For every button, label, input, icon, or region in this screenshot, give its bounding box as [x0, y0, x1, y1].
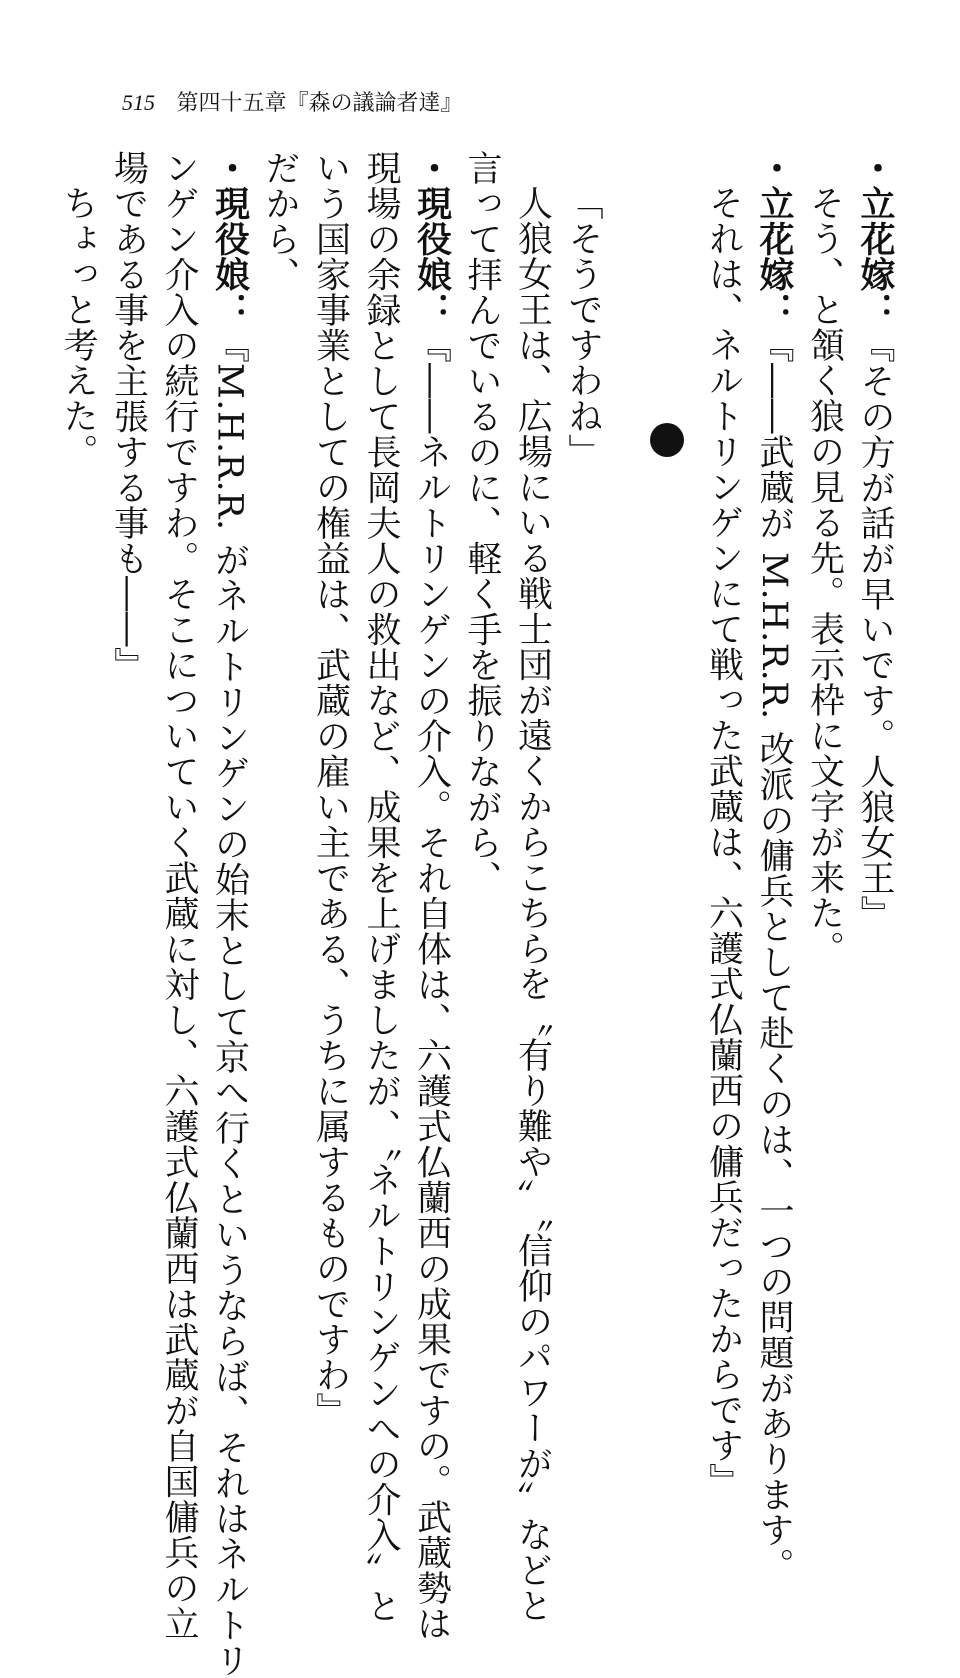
line-text: 『――ネルトリンゲンの介入。それ自体は、六護式仏蘭西の成果ですの。武蔵勢は [412, 328, 452, 1642]
text-line [103, 150, 154, 1330]
running-header [122, 86, 463, 117]
text-line [698, 150, 749, 1330]
text-line [356, 150, 407, 1330]
line-text: ンゲン介入の続行ですわ。そこについていく武蔵に対し、六護式仏蘭西は武蔵が自国傭兵の立 [159, 150, 199, 1641]
text-line [457, 150, 508, 1330]
line-text: 「そうですわね」 [563, 185, 603, 469]
chapter-title: 第四十五章『森の議論者達』 [177, 90, 463, 115]
line-text: だから、 [260, 150, 300, 292]
line-text: 現場の余録として長岡夫人の救出など、成果を上げましたが、〝ネルトリンゲンへの介入〟と [361, 150, 401, 1624]
scene-break-dot [650, 423, 684, 457]
speaker-label: ・立花嫁： [754, 150, 794, 328]
text-line [154, 150, 205, 1330]
line-text: それは、ネルトリンゲンにて戦った武蔵は、六護式仏蘭西の傭兵だったからです』 [704, 185, 744, 1499]
line-text: ちょっと考えた。 [58, 185, 98, 469]
page-number: 515 [122, 90, 155, 115]
text-line [305, 150, 356, 1330]
line-text: 言って拝んでいるのに、軽く手を振りながら、 [462, 150, 502, 896]
line-text: 場である事を主張する事も――』 [109, 150, 149, 683]
scene-break [608, 150, 698, 1330]
text-line [558, 150, 609, 1330]
line-text: 『――武蔵が M.H.R.R. 改派の傭兵として赴くのは、一つの問題があります。 [754, 328, 794, 1584]
line-text: 『その方が話が早いです。人狼女王』 [855, 328, 895, 932]
line-text: 人狼女王は、広場にいる戦士団が遠くからこちらを〝有り難や〟〝信仰のパワーが〟などと [513, 185, 553, 1623]
text-line [799, 150, 850, 1330]
speaker-label: ・現役娘： [412, 150, 452, 328]
line-text: そう、と頷く狼の見る先。表示枠に文字が来た。 [805, 185, 845, 966]
text-line [749, 150, 800, 1330]
text-line [255, 150, 306, 1330]
text-line [53, 150, 104, 1330]
text-line [850, 150, 901, 1330]
text-line [406, 150, 457, 1330]
speaker-label: ・現役娘： [210, 150, 250, 328]
speaker-label: ・立花嫁： [855, 150, 895, 328]
text-line [507, 150, 558, 1330]
line-text: 『M.H.R.R. がネルトリンゲンの始末として京へ行くというならば、それはネルトリ [210, 328, 250, 1678]
text-line [204, 150, 255, 1330]
line-text: いう国家事業としての権益は、武蔵の雇い主である、うちに属するものですわ』 [311, 150, 351, 1428]
vertical-body-text [100, 150, 900, 1330]
